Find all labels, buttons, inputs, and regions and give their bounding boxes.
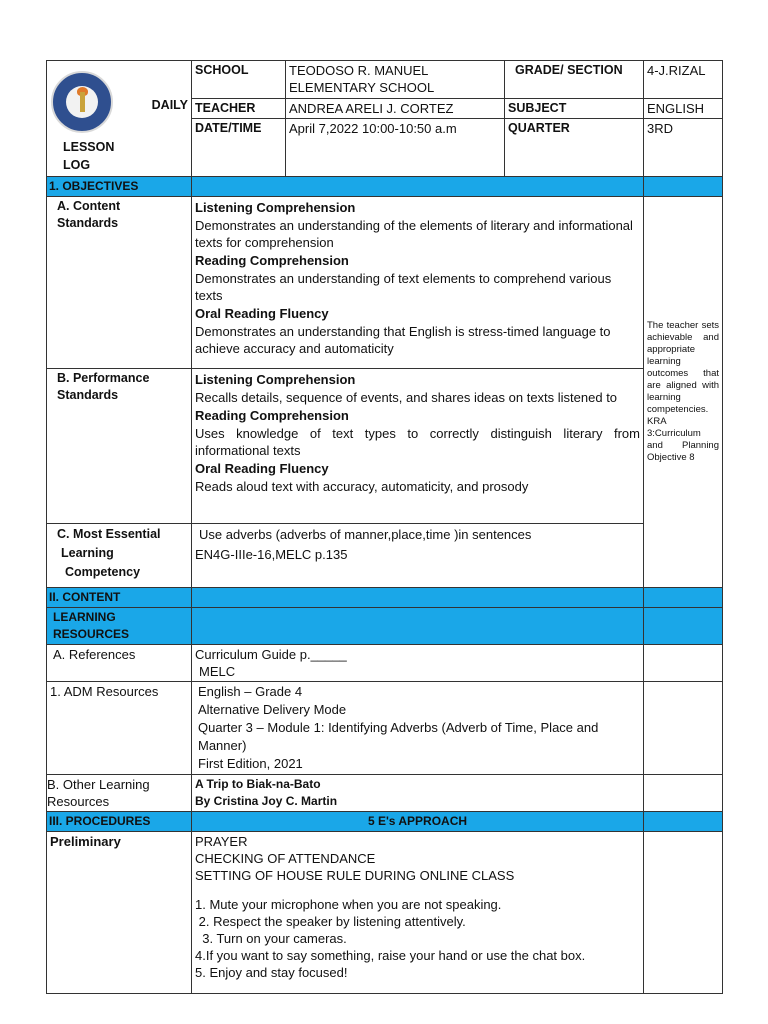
header-logo-cell xyxy=(47,61,192,177)
learning-resources-heading: LEARNING RESOURCES xyxy=(47,608,192,645)
content-standards-label: A. Content Standards xyxy=(47,197,192,369)
procedures-heading: III. PROCEDURES xyxy=(47,812,192,832)
perf-listening-text: Recalls details, sequence of events, and shares ideas on texts listened to xyxy=(195,390,618,405)
content-heading: II. CONTENT xyxy=(47,588,192,608)
quarter-label: QUARTER xyxy=(505,119,644,177)
lesson-label: LESSON xyxy=(63,140,115,154)
story-title: A Trip to Biak-na-Bato xyxy=(195,777,321,791)
datetime-label: DATE/TIME xyxy=(192,119,286,177)
references-cell: Curriculum Guide p._____ MELC xyxy=(192,645,644,682)
school-label: SCHOOL xyxy=(192,61,286,99)
references-label: A. References xyxy=(47,645,192,682)
listening-title: Listening Comprehension xyxy=(195,200,356,215)
daily-label: DAILY xyxy=(151,98,188,112)
melc-text: Use adverbs (adverbs of manner,place,time )in sentences xyxy=(199,527,532,542)
melc-label: C. Most Essential Learning Competency xyxy=(47,524,192,588)
grade-value: 4-J.RIZAL xyxy=(644,61,723,99)
grade-label: GRADE/ SECTION xyxy=(505,61,644,99)
datetime-value: April 7,2022 10:00-10:50 a.m xyxy=(286,119,505,177)
teacher-value: ANDREA ARELI J. CORTEZ xyxy=(286,99,505,119)
perf-listening-title: Listening Comprehension xyxy=(195,372,356,387)
reading-text: Demonstrates an understanding of text elements to comprehend various texts xyxy=(195,271,612,303)
preliminary-cell: PRAYER CHECKING OF ATTENDANCE SETTING OF HOUSE RULE DURING ONLINE CLASS 1. Mute your microphone when you are not speaking. 2. Respect the speaker by listening attentively. 3. Turn on your cameras. 4.If you want to say something, raise your hand or use the chat box. 5. Enjoy and stay focused! xyxy=(192,832,644,994)
lesson-log-table xyxy=(46,60,723,994)
performance-standards-cell xyxy=(192,369,644,524)
listening-text: Demonstrates an understanding of the elements of literary and informational texts for comprehension xyxy=(195,218,633,250)
other-resources-label: B. Other Learning Resources xyxy=(47,775,192,812)
melc-cell xyxy=(192,524,644,588)
subject-label: SUBJECT xyxy=(505,99,644,119)
perf-oral-text: Reads aloud text with accuracy, automaticity, and prosody xyxy=(195,479,529,494)
adm-cell: English – Grade 4 Alternative Delivery Mode Quarter 3 – Module 1: Identifying Adverbs (Adverb of Time, Place and Manner) First Edition, 2021 xyxy=(192,682,644,775)
oral-title: Oral Reading Fluency xyxy=(195,306,329,321)
preliminary-label: Preliminary xyxy=(47,832,192,994)
perf-oral-title: Oral Reading Fluency xyxy=(195,461,329,476)
objectives-heading: 1. OBJECTIVES xyxy=(47,177,192,197)
log-label: LOG xyxy=(63,158,91,172)
performance-standards-label: B. Performance Standards xyxy=(47,369,192,524)
perf-reading-text: Uses knowledge of text types to correctly distinguish literary from informational texts xyxy=(195,426,640,458)
oral-text: Demonstrates an understanding that English is stress-timed language to achieve accuracy and automaticity xyxy=(195,324,611,356)
other-resources-cell xyxy=(192,775,644,812)
side-note: The teacher sets achievable and appropriate learning outcomes that are aligned with learning competencies. KRA 3:Curriculum and Planning Objective 8 xyxy=(644,197,723,588)
perf-reading-title: Reading Comprehension xyxy=(195,408,349,423)
melc-code: EN4G-IIIe-16,MELC p.135 xyxy=(195,547,348,562)
adm-label: 1. ADM Resources xyxy=(47,682,192,775)
teacher-label: TEACHER xyxy=(192,99,286,119)
deped-seal-icon xyxy=(51,71,113,133)
quarter-value: 3RD xyxy=(644,119,723,177)
approach-heading: 5 E's APPROACH xyxy=(192,812,644,832)
content-standards-cell xyxy=(192,197,644,369)
subject-value: ENGLISH xyxy=(644,99,723,119)
school-value: TEODOSO R. MANUEL ELEMENTARY SCHOOL xyxy=(286,61,505,99)
reading-title: Reading Comprehension xyxy=(195,253,349,268)
story-author: By Cristina Joy C. Martin xyxy=(195,794,338,808)
lesson-log-page xyxy=(46,60,722,994)
